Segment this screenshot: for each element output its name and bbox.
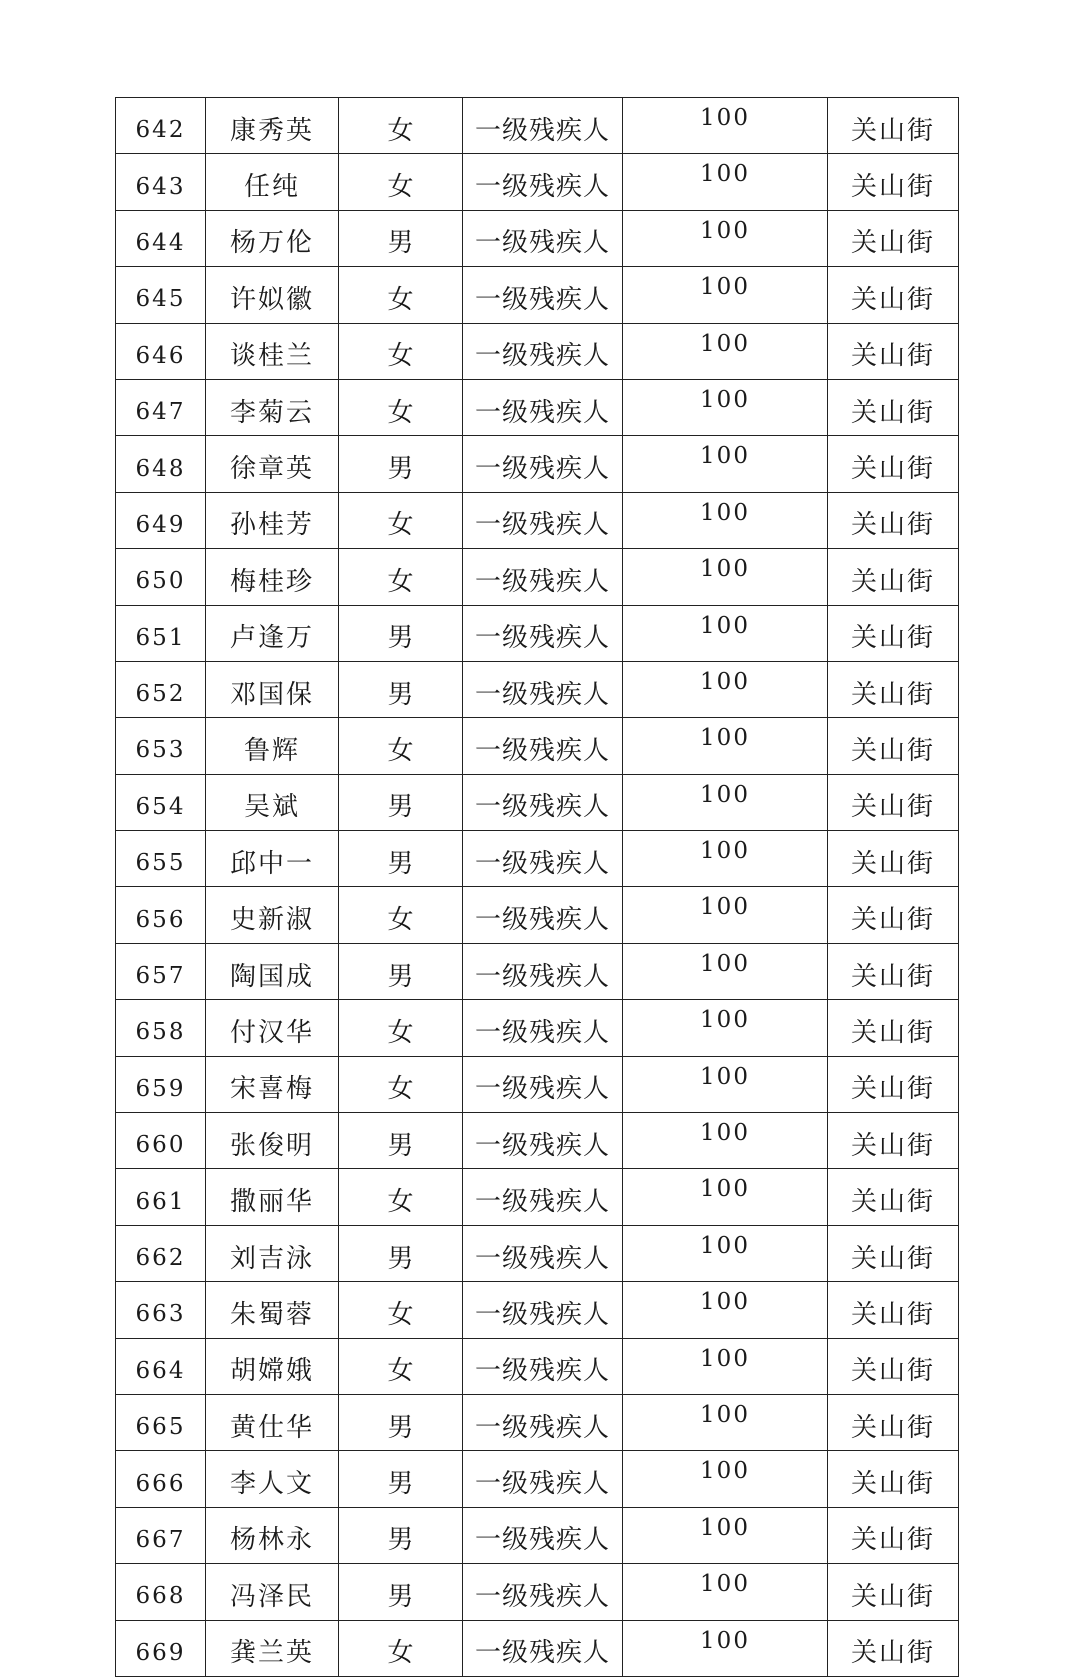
gender-cell: 男 (339, 1507, 463, 1563)
person-name: 张俊明 (206, 1113, 339, 1169)
gender-cell: 男 (339, 1451, 463, 1507)
table-row (116, 1564, 959, 1620)
street-area: 关山街 (828, 492, 959, 548)
person-name: 许姒徽 (206, 267, 339, 323)
disability-category: 一级残疾人 (463, 323, 623, 379)
person-name: 胡嫦娥 (206, 1338, 339, 1394)
gender-cell: 男 (339, 774, 463, 830)
disability-category: 一级残疾人 (463, 1564, 623, 1620)
table-row (116, 98, 959, 154)
table-row (116, 1394, 959, 1450)
row-number: 645 (116, 267, 206, 323)
subsidy-amount: 100 (623, 154, 828, 210)
subsidy-amount: 100 (623, 1282, 828, 1338)
row-number: 665 (116, 1394, 206, 1450)
row-number: 659 (116, 1056, 206, 1112)
person-name: 陶国成 (206, 943, 339, 999)
person-name: 鲁辉 (206, 718, 339, 774)
street-area: 关山街 (828, 436, 959, 492)
street-area: 关山街 (828, 1338, 959, 1394)
subsidy-amount: 100 (623, 1338, 828, 1394)
street-area: 关山街 (828, 1169, 959, 1225)
street-area: 关山街 (828, 549, 959, 605)
gender-cell: 女 (339, 379, 463, 435)
row-number: 664 (116, 1338, 206, 1394)
person-name: 邱中一 (206, 831, 339, 887)
subsidy-amount: 100 (623, 1394, 828, 1450)
street-area: 关山街 (828, 1620, 959, 1676)
street-area: 关山街 (828, 943, 959, 999)
person-name: 冯泽民 (206, 1564, 339, 1620)
subsidy-amount: 100 (623, 1000, 828, 1056)
disability-category: 一级残疾人 (463, 1225, 623, 1281)
table-row (116, 1225, 959, 1281)
subsidy-amount: 100 (623, 1169, 828, 1225)
table-row (116, 1451, 959, 1507)
subsidy-amount: 100 (623, 943, 828, 999)
table-row (116, 1620, 959, 1676)
person-name: 孙桂芳 (206, 492, 339, 548)
street-area: 关山街 (828, 1000, 959, 1056)
gender-cell: 男 (339, 1394, 463, 1450)
street-area: 关山街 (828, 605, 959, 661)
subsidy-amount: 100 (623, 323, 828, 379)
disability-category: 一级残疾人 (463, 605, 623, 661)
table-row (116, 1056, 959, 1112)
subsidy-amount: 100 (623, 718, 828, 774)
gender-cell: 女 (339, 154, 463, 210)
table-row (116, 1000, 959, 1056)
street-area: 关山街 (828, 1056, 959, 1112)
gender-cell: 女 (339, 1338, 463, 1394)
street-area: 关山街 (828, 1451, 959, 1507)
person-name: 朱蜀蓉 (206, 1282, 339, 1338)
person-name: 李菊云 (206, 379, 339, 435)
person-name: 梅桂珍 (206, 549, 339, 605)
row-number: 643 (116, 154, 206, 210)
person-name: 吴斌 (206, 774, 339, 830)
disability-category: 一级残疾人 (463, 492, 623, 548)
person-name: 任纯 (206, 154, 339, 210)
subsidy-amount: 100 (623, 887, 828, 943)
row-number: 666 (116, 1451, 206, 1507)
gender-cell: 女 (339, 1169, 463, 1225)
disability-category: 一级残疾人 (463, 1620, 623, 1676)
table-row (116, 943, 959, 999)
person-name: 史新淑 (206, 887, 339, 943)
gender-cell: 女 (339, 1056, 463, 1112)
gender-cell: 女 (339, 492, 463, 548)
subsidy-amount: 100 (623, 831, 828, 887)
table-row (116, 492, 959, 548)
row-number: 655 (116, 831, 206, 887)
subsidy-amount: 100 (623, 605, 828, 661)
table-row (116, 267, 959, 323)
row-number: 651 (116, 605, 206, 661)
disability-category: 一级残疾人 (463, 1338, 623, 1394)
person-name: 谈桂兰 (206, 323, 339, 379)
person-name: 付汉华 (206, 1000, 339, 1056)
person-name: 黄仕华 (206, 1394, 339, 1450)
gender-cell: 女 (339, 1620, 463, 1676)
person-name: 康秀英 (206, 98, 339, 154)
row-number: 650 (116, 549, 206, 605)
street-area: 关山街 (828, 831, 959, 887)
row-number: 646 (116, 323, 206, 379)
subsidy-amount: 100 (623, 1507, 828, 1563)
person-name: 杨林永 (206, 1507, 339, 1563)
row-number: 654 (116, 774, 206, 830)
person-name: 邓国保 (206, 661, 339, 717)
disability-category: 一级残疾人 (463, 1000, 623, 1056)
subsidy-amount: 100 (623, 774, 828, 830)
disability-category: 一级残疾人 (463, 154, 623, 210)
disability-category: 一级残疾人 (463, 718, 623, 774)
disability-category: 一级残疾人 (463, 1282, 623, 1338)
row-number: 663 (116, 1282, 206, 1338)
person-name: 刘吉泳 (206, 1225, 339, 1281)
table-row (116, 605, 959, 661)
disability-category: 一级残疾人 (463, 267, 623, 323)
row-number: 642 (116, 98, 206, 154)
subsidy-amount: 100 (623, 1113, 828, 1169)
table-row (116, 436, 959, 492)
street-area: 关山街 (828, 1564, 959, 1620)
table-row (116, 549, 959, 605)
gender-cell: 女 (339, 1282, 463, 1338)
person-name: 杨万伦 (206, 210, 339, 266)
person-name: 撒丽华 (206, 1169, 339, 1225)
person-name: 宋喜梅 (206, 1056, 339, 1112)
row-number: 660 (116, 1113, 206, 1169)
row-number: 669 (116, 1620, 206, 1676)
subsidy-amount: 100 (623, 1564, 828, 1620)
subsidy-amount: 100 (623, 267, 828, 323)
person-name: 徐章英 (206, 436, 339, 492)
gender-cell: 女 (339, 323, 463, 379)
gender-cell: 男 (339, 661, 463, 717)
disability-category: 一级残疾人 (463, 661, 623, 717)
disability-category: 一级残疾人 (463, 98, 623, 154)
subsidy-amount: 100 (623, 1451, 828, 1507)
disability-category: 一级残疾人 (463, 1169, 623, 1225)
street-area: 关山街 (828, 379, 959, 435)
disability-category: 一级残疾人 (463, 1113, 623, 1169)
row-number: 649 (116, 492, 206, 548)
person-name: 李人文 (206, 1451, 339, 1507)
disability-category: 一级残疾人 (463, 1056, 623, 1112)
gender-cell: 男 (339, 210, 463, 266)
disability-category: 一级残疾人 (463, 379, 623, 435)
table-row (116, 1169, 959, 1225)
roster-body (116, 98, 959, 1677)
street-area: 关山街 (828, 1225, 959, 1281)
street-area: 关山街 (828, 267, 959, 323)
disability-category: 一级残疾人 (463, 943, 623, 999)
gender-cell: 女 (339, 267, 463, 323)
disability-category: 一级残疾人 (463, 1507, 623, 1563)
disability-category: 一级残疾人 (463, 436, 623, 492)
street-area: 关山街 (828, 1113, 959, 1169)
street-area: 关山街 (828, 887, 959, 943)
disability-category: 一级残疾人 (463, 887, 623, 943)
street-area: 关山街 (828, 323, 959, 379)
subsidy-amount: 100 (623, 98, 828, 154)
table-row (116, 154, 959, 210)
row-number: 662 (116, 1225, 206, 1281)
table-row (116, 1113, 959, 1169)
table-row (116, 774, 959, 830)
subsidy-amount: 100 (623, 661, 828, 717)
gender-cell: 男 (339, 1113, 463, 1169)
gender-cell: 女 (339, 98, 463, 154)
street-area: 关山街 (828, 1394, 959, 1450)
gender-cell: 女 (339, 549, 463, 605)
person-name: 龚兰英 (206, 1620, 339, 1676)
gender-cell: 男 (339, 605, 463, 661)
gender-cell: 男 (339, 1564, 463, 1620)
gender-cell: 男 (339, 436, 463, 492)
table-row (116, 718, 959, 774)
row-number: 647 (116, 379, 206, 435)
gender-cell: 男 (339, 943, 463, 999)
row-number: 648 (116, 436, 206, 492)
row-number: 644 (116, 210, 206, 266)
row-number: 661 (116, 1169, 206, 1225)
subsidy-amount: 100 (623, 379, 828, 435)
subsidy-amount: 100 (623, 436, 828, 492)
table-row (116, 379, 959, 435)
row-number: 668 (116, 1564, 206, 1620)
gender-cell: 男 (339, 1225, 463, 1281)
disability-category: 一级残疾人 (463, 831, 623, 887)
street-area: 关山街 (828, 1507, 959, 1563)
table-row (116, 887, 959, 943)
table-row (116, 1338, 959, 1394)
subsidy-amount: 100 (623, 549, 828, 605)
gender-cell: 女 (339, 1000, 463, 1056)
street-area: 关山街 (828, 1282, 959, 1338)
disability-category: 一级残疾人 (463, 549, 623, 605)
street-area: 关山街 (828, 718, 959, 774)
subsidy-amount: 100 (623, 1225, 828, 1281)
row-number: 667 (116, 1507, 206, 1563)
table-row (116, 210, 959, 266)
subsidy-amount: 100 (623, 1056, 828, 1112)
row-number: 653 (116, 718, 206, 774)
table-row (116, 661, 959, 717)
gender-cell: 女 (339, 718, 463, 774)
table-row (116, 831, 959, 887)
gender-cell: 男 (339, 831, 463, 887)
street-area: 关山街 (828, 154, 959, 210)
disability-category: 一级残疾人 (463, 774, 623, 830)
subsidy-amount: 100 (623, 210, 828, 266)
disability-category: 一级残疾人 (463, 1394, 623, 1450)
disability-category: 一级残疾人 (463, 210, 623, 266)
subsidy-roster-table (115, 97, 959, 1677)
street-area: 关山街 (828, 774, 959, 830)
street-area: 关山街 (828, 661, 959, 717)
table-row (116, 1282, 959, 1338)
street-area: 关山街 (828, 210, 959, 266)
row-number: 656 (116, 887, 206, 943)
disability-category: 一级残疾人 (463, 1451, 623, 1507)
row-number: 652 (116, 661, 206, 717)
gender-cell: 女 (339, 887, 463, 943)
row-number: 657 (116, 943, 206, 999)
person-name: 卢逢万 (206, 605, 339, 661)
subsidy-amount: 100 (623, 492, 828, 548)
street-area: 关山街 (828, 98, 959, 154)
row-number: 658 (116, 1000, 206, 1056)
subsidy-amount: 100 (623, 1620, 828, 1676)
table-row (116, 1507, 959, 1563)
table-row (116, 323, 959, 379)
